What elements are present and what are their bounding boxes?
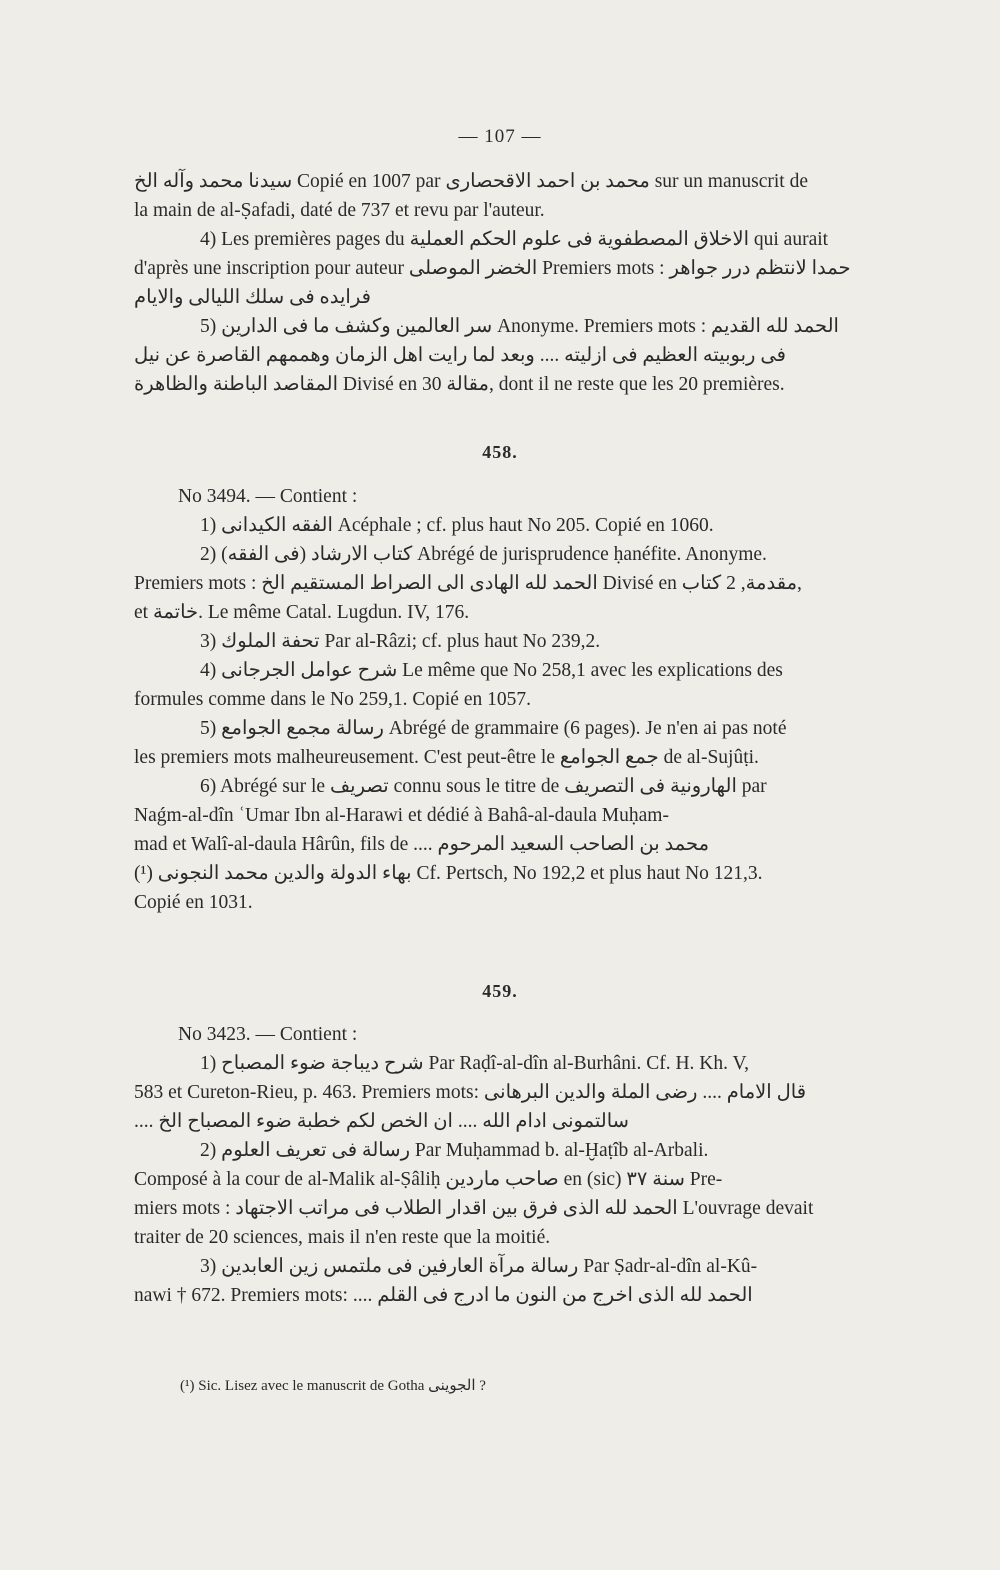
line: la main de al-Ṣafadi, daté de 737 et revu par l'auteur. (134, 200, 545, 221)
line: 1) الفقه الكيدانى Acéphale ; cf. plus haut No 205. Copié en 1060. (200, 515, 714, 536)
line: Composé à la cour de al-Malik al-Ṣâliḥ صاحب ماردين en (sic) سنة ٣٧ Pre- (134, 1169, 723, 1190)
line: 5) سر العالمين وكشف ما فى الدارين Anonyme. Premiers mots : الحمد لله القديم (200, 316, 839, 337)
entry-heading: No 3423. — Contient : (178, 1024, 358, 1045)
line: 4) Les premières pages du الاخلاق المصطفوية فى علوم الحكم العملية qui aurait (200, 229, 829, 250)
line: فى ربوبيته العظيم فى ازليته .... وبعد لما رايت اهل الزمان وهممهم القاصرة عن نيل (134, 345, 786, 366)
line: Naǵm-al-dîn ʿUmar Ibn al-Harawi et dédié à Bahâ-al-daula Muḥam- (134, 805, 669, 826)
line: mad et Walî-al-daula Hârûn, fils de .... محمد بن الصاحب السعيد المرحوم (134, 834, 710, 855)
line: d'après une inscription pour auteur الخضر الموصلى Premiers mots : حمدا لانتظم درر جواهر (134, 258, 851, 279)
line: 5) رسالة مجمع الجوامع Abrégé de grammaire (6 pages). Je n'en ai pas noté (200, 718, 787, 739)
line: traiter de 20 sciences, mais il n'en reste que la moitié. (134, 1227, 551, 1248)
block-1 (134, 167, 914, 399)
line: Copié en 1031. (134, 892, 253, 913)
line: miers mots : الحمد لله الذى فرق بين اقدار الطلاب فى مراتب الاجتهاد L'ouvrage devait (134, 1198, 814, 1219)
entry-number-459: 459. (482, 981, 518, 1001)
line: 6) Abrégé sur le تصريف connu sous le titre de الهارونية فى التصريف par (200, 776, 767, 797)
page-number: — 107 — (458, 126, 542, 147)
entry-heading: No 3494. — Contient : (178, 486, 358, 507)
line: 1) شرح ديباجة ضوء المصباح Par Raḍî-al-dîn al-Burhâni. Cf. H. Kh. V, (200, 1053, 749, 1074)
line: Premiers mots : الحمد لله الهادى الى الصراط المستقيم الخ Divisé en مقدمة, 2 كتاب, (134, 573, 802, 594)
line: et خاتمة. Le même Catal. Lugdun. IV, 176. (134, 602, 470, 623)
line: 2) رسالة فى تعريف العلوم Par Muḥammad b. al-Ḫaṭîb al-Arbali. (200, 1140, 709, 1161)
line: .... سالتمونى ادام الله .... ان الخص لكم خطبة ضوء المصباح الخ (134, 1111, 629, 1132)
line: 583 et Cureton-Rieu, p. 463. Premiers mots: قال الامام .... رضى الملة والدين البرهانى (134, 1082, 807, 1103)
line: 4) شرح عوامل الجرجانى Le même que No 258,1 avec les explications des (200, 660, 783, 681)
entry-number-458: 458. (482, 442, 518, 462)
line: سيدنا محمد وآله الخ Copié en 1007 par محمد بن احمد الاقحصارى sur un manuscrit de (134, 171, 808, 192)
line: 3) تحفة الملوك Par al-Râzi; cf. plus haut No 239,2. (200, 631, 601, 652)
block-2 (134, 482, 914, 917)
block-3 (134, 1020, 914, 1310)
line: فرايده فى سلك الليالى والايام (134, 287, 371, 308)
line: nawi † 672. Premiers mots: .... الحمد لله الذى اخرج من النون ما ادرج فى القلم (134, 1285, 753, 1306)
line: المقاصد الباطنة والظاهرة Divisé en 30 مقالة, dont il ne reste que les 20 premières. (134, 374, 785, 395)
line: les premiers mots malheureusement. C'est peut-être le جمع الجوامع de al-Sujûṭi. (134, 747, 759, 768)
line: 2) كتاب الارشاد (فى الفقه) Abrégé de jurisprudence ḥanéfite. Anonyme. (200, 544, 767, 565)
line: formules comme dans le No 259,1. Copié en 1057. (134, 689, 531, 710)
footnote: (¹) Sic. Lisez avec le manuscrit de Gotha الجوينى ? (180, 1378, 486, 1394)
line: 3) رسالة مرآة العارفين فى ملتمس زين العابدين Par Ṣadr-al-dîn al-Kû- (200, 1256, 758, 1277)
line: (¹) بهاء الدولة والدين محمد النجونى Cf. Pertsch, No 192,2 et plus haut No 121,3. (134, 863, 763, 884)
